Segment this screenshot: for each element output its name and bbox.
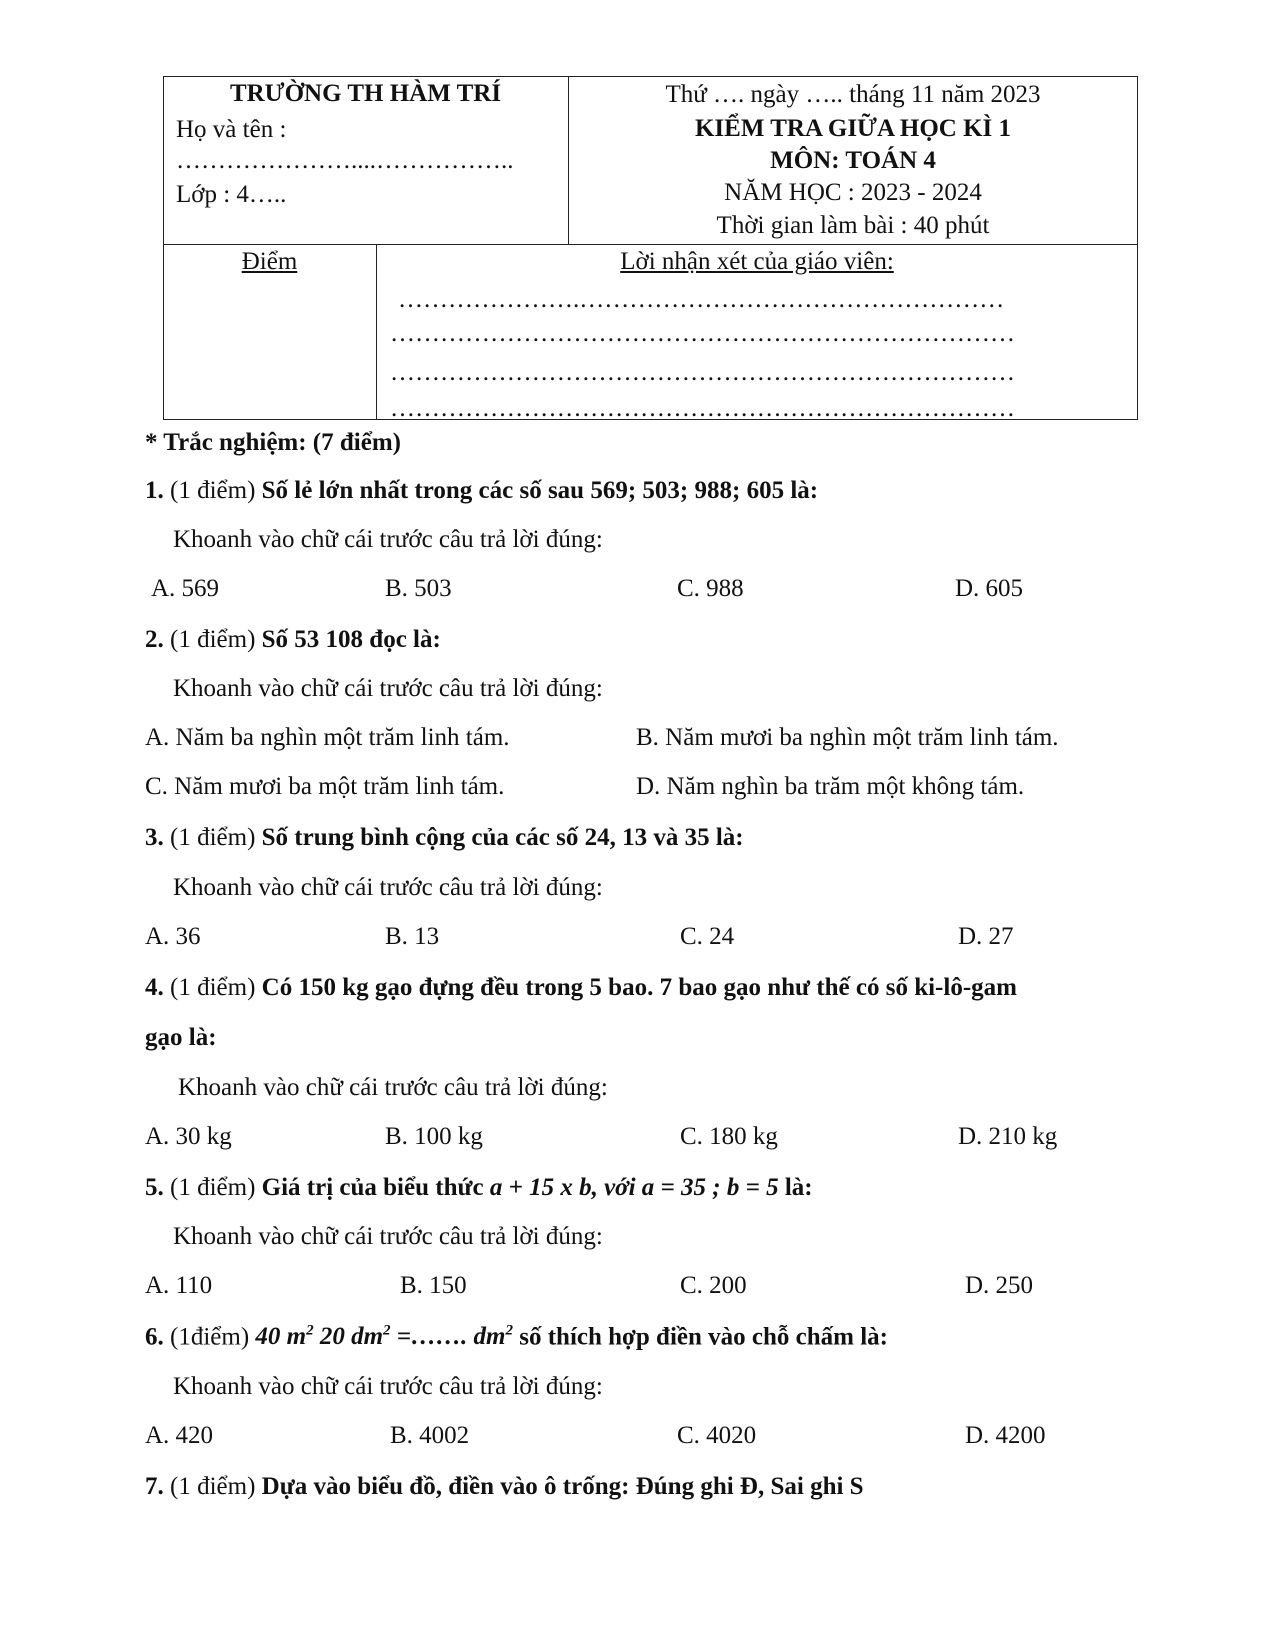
question-5 [145,1175,813,1200]
question-text-end: số thích hợp điền vào chỗ chấm là: [513,1323,888,1351]
question-6 [145,1324,888,1349]
question-points: (1 điểm) [170,477,256,504]
question-number: 7. [145,1473,164,1500]
option-c[interactable]: C. 4020 [677,1422,757,1449]
question-text: Giá trị của biểu thức [261,1174,484,1201]
instruction: Khoanh vào chữ cái trước câu trả lời đúng: [178,1074,608,1101]
student-name-label: Họ và tên : [176,116,287,143]
question-number: 3. [145,824,164,851]
question-points: (1 điểm) [170,626,256,653]
instruction: Khoanh vào chữ cái trước câu trả lời đúng: [173,526,603,553]
option-b[interactable]: B. 150 [400,1272,467,1299]
option-c[interactable]: C. 180 kg [680,1123,778,1150]
question-text: Số lẻ lớn nhất trong các số sau 569; 503; 988; 605 là: [261,477,819,504]
question-number: 1. [145,477,164,504]
question-text-end: là: [784,1174,813,1201]
option-d[interactable]: D. 4200 [965,1422,1046,1449]
option-a[interactable]: A. 110 [145,1272,213,1299]
question-number: 6. [145,1323,164,1351]
school-name: TRƯỜNG TH HÀM TRÍ [229,80,502,107]
instruction: Khoanh vào chữ cái trước câu trả lời đúng: [173,1373,603,1400]
question-text: Số trung bình cộng của các số 24, 13 và 35 là: [261,824,744,851]
expression: a + 15 x b, với a = 35 ; b = 5 [489,1174,779,1201]
instruction: Khoanh vào chữ cái trước câu trả lời đúng: [173,1223,603,1250]
option-d[interactable]: D. 605 [955,575,1024,602]
option-b[interactable]: B. Năm mươi ba nghìn một trăm linh tám. [636,724,1059,751]
option-b[interactable]: B. 13 [385,923,440,950]
school-year: NĂM HỌC : 2023 - 2024 [724,179,982,206]
question-number: 4. [145,974,164,1001]
question-text: Dựa vào biểu đồ, điền vào ô trống: Đúng ghi Đ, Sai ghi S [261,1473,864,1500]
question-7 [145,1474,864,1499]
option-c[interactable]: C. 24 [680,923,735,950]
question-4 [145,975,1017,1000]
question-1 [145,478,818,503]
question-2 [145,627,441,652]
comment-line[interactable]: ………………….…………………………………………… [398,286,1005,313]
question-points: (1 điểm) [170,1174,256,1201]
option-a[interactable]: A. 30 kg [145,1123,232,1150]
exam-subject: MÔN: TOÁN 4 [770,147,936,174]
option-c[interactable]: C. 200 [680,1272,747,1299]
exam-title: KIỂM TRA GIỮA HỌC KÌ 1 [694,115,1011,142]
student-name-field[interactable]: …………………....…………….. [176,147,514,174]
comment-line[interactable]: ………………………………………………………………… [390,395,1015,422]
class-label[interactable]: Lớp : 4….. [176,181,287,208]
option-a[interactable]: A. 36 [145,923,201,950]
exam-date: Thứ …. ngày ….. tháng 11 năm 2023 [665,81,1041,108]
option-a[interactable]: A. 420 [145,1422,214,1449]
comment-line[interactable]: ………………………………………………………………… [390,320,1015,347]
expression: 40 $m^2$ 20 $dm^2$ =……. $dm^2$ [255,1323,513,1351]
option-a[interactable]: A. 569 [151,575,220,602]
option-d[interactable]: D. 210 kg [958,1123,1058,1150]
question-points: (1 điểm) [170,1473,256,1500]
exam-duration: Thời gian làm bài : 40 phút [716,212,990,239]
question-points: (1 điểm) [170,824,256,851]
score-label: Điểm [241,248,298,275]
option-d[interactable]: D. Năm nghìn ba trăm một không tám. [636,773,1025,800]
instruction: Khoanh vào chữ cái trước câu trả lời đúng: [173,874,603,901]
question-number: 2. [145,626,164,653]
question-points: (1điểm) [170,1323,250,1351]
question-text: Có 150 kg gạo đựng đều trong 5 bao. 7 bao gạo như thế có số ki-lô-gam [261,974,1017,1001]
option-b[interactable]: B. 503 [385,575,452,602]
question-text-continued: gạo là: [145,1024,217,1051]
question-3 [145,825,744,850]
option-a[interactable]: A. Năm ba nghìn một trăm linh tám. [145,724,510,751]
question-text: Số 53 108 đọc là: [261,626,441,653]
comment-line[interactable]: ………………………………………………………………… [390,359,1015,386]
question-number: 5. [145,1174,164,1201]
option-d[interactable]: D. 250 [965,1272,1034,1299]
teacher-comment-label: Lời nhận xét của giáo viên: [620,248,894,275]
option-b[interactable]: B. 4002 [390,1422,470,1449]
question-points: (1 điểm) [170,974,256,1001]
instruction: Khoanh vào chữ cái trước câu trả lời đúng: [173,675,603,702]
section-title: * Trắc nghiệm: (7 điểm) [145,429,401,456]
option-c[interactable]: C. Năm mươi ba một trăm linh tám. [145,773,505,800]
option-c[interactable]: C. 988 [677,575,744,602]
option-b[interactable]: B. 100 kg [385,1123,483,1150]
option-d[interactable]: D. 27 [958,923,1014,950]
